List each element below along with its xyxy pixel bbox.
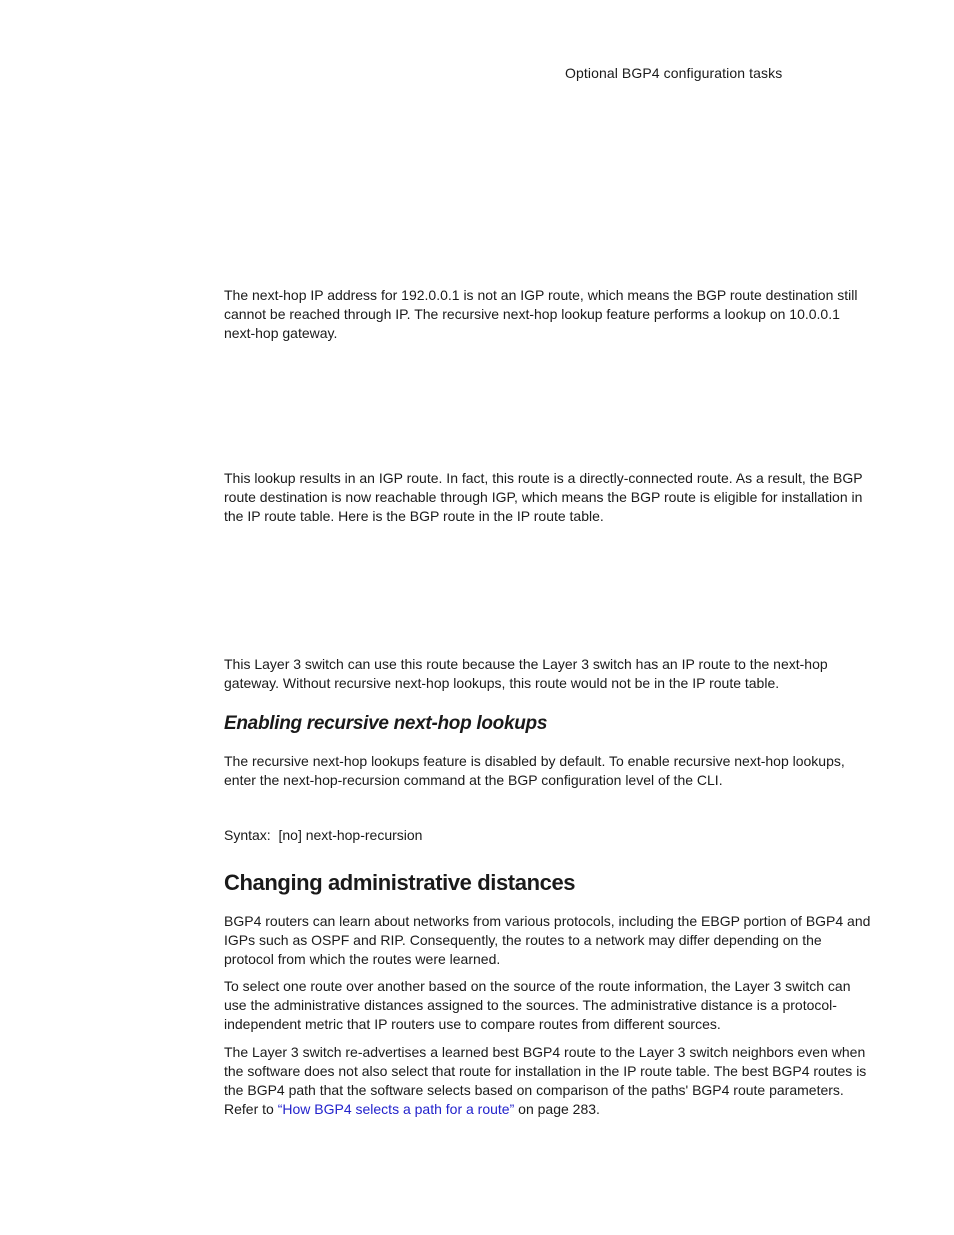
- paragraph-readvertise: [224, 1043, 874, 1119]
- syntax-line: [224, 826, 422, 845]
- link-how-bgp4-selects-path[interactable]: “How BGP4 selects a path for a route”: [277, 1101, 515, 1117]
- readvertise-text: The Layer 3 switch re-advertises a learned best BGP4 route to the Layer 3 switch neighbors even when the software does not also select that route for installation in the IP route table. The best BGP4 routes is the BGP4 path that the software selects based on comparison of the paths' BGP4 route parameters. Refer to: [224, 1044, 867, 1117]
- paragraph-bgp4-learn-networks: BGP4 routers can learn about networks from various protocols, including the EBGP portion of BGP4 and IGPs such as OSPF and RIP. Consequently, the routes to a network may differ depending on the protocol from which the routes were learned.: [224, 913, 871, 967]
- syntax-label: Syntax:: [224, 827, 271, 843]
- readvertise-page-ref: on page 283.: [514, 1101, 600, 1117]
- running-header: Optional BGP4 configuration tasks: [565, 65, 783, 81]
- command-next-hop-recursion: next-hop-recursion: [283, 772, 400, 788]
- heading-changing-admin-distances: Changing administrative distances: [224, 870, 576, 895]
- syntax-close-bracket: ]: [297, 827, 302, 843]
- heading-enabling-recursive-lookups: Enabling recursive next-hop lookups: [224, 713, 548, 734]
- enable-text-after: command at the BGP configuration level of the CLI.: [399, 772, 723, 788]
- paragraph-switch-can-use-route: This Layer 3 switch can use this route because the Layer 3 switch has an IP route to the next-hop gateway. Without recursive next-hop lookups, this route would not be in the IP route table.: [224, 656, 828, 691]
- syntax-command: next-hop-recursion: [305, 827, 423, 843]
- paragraph-enable-instructions: [224, 752, 874, 790]
- paragraph-select-route: To select one route over another based on the source of the route information, the Layer 3 switch can use the administrative distances assigned to the sources. The administrative distance is a protocol-independent metric that IP routers use to compare routes from different sources.: [224, 978, 851, 1032]
- paragraph-lookup-results: This lookup results in an IGP route. In fact, this route is a directly-connected route. As a result, the BGP route destination is now reachable through IGP, which means the BGP route is eligible for installation in the IP route table. Here is the BGP route in the IP route table.: [224, 470, 863, 524]
- syntax-open-bracket: [: [278, 827, 283, 843]
- paragraph-next-hop-not-igp: The next-hop IP address for 192.0.0.1 is not an IGP route, which means the BGP route destination still cannot be reached through IP. The recursive next-hop lookup feature performs a lookup on 10.0.0.1 next-hop gateway.: [224, 287, 858, 341]
- syntax-no-keyword: no: [282, 827, 298, 843]
- enable-text-before: The recursive next-hop lookups feature is disabled by default. To enable recursive next-hop lookups, enter the: [224, 753, 845, 788]
